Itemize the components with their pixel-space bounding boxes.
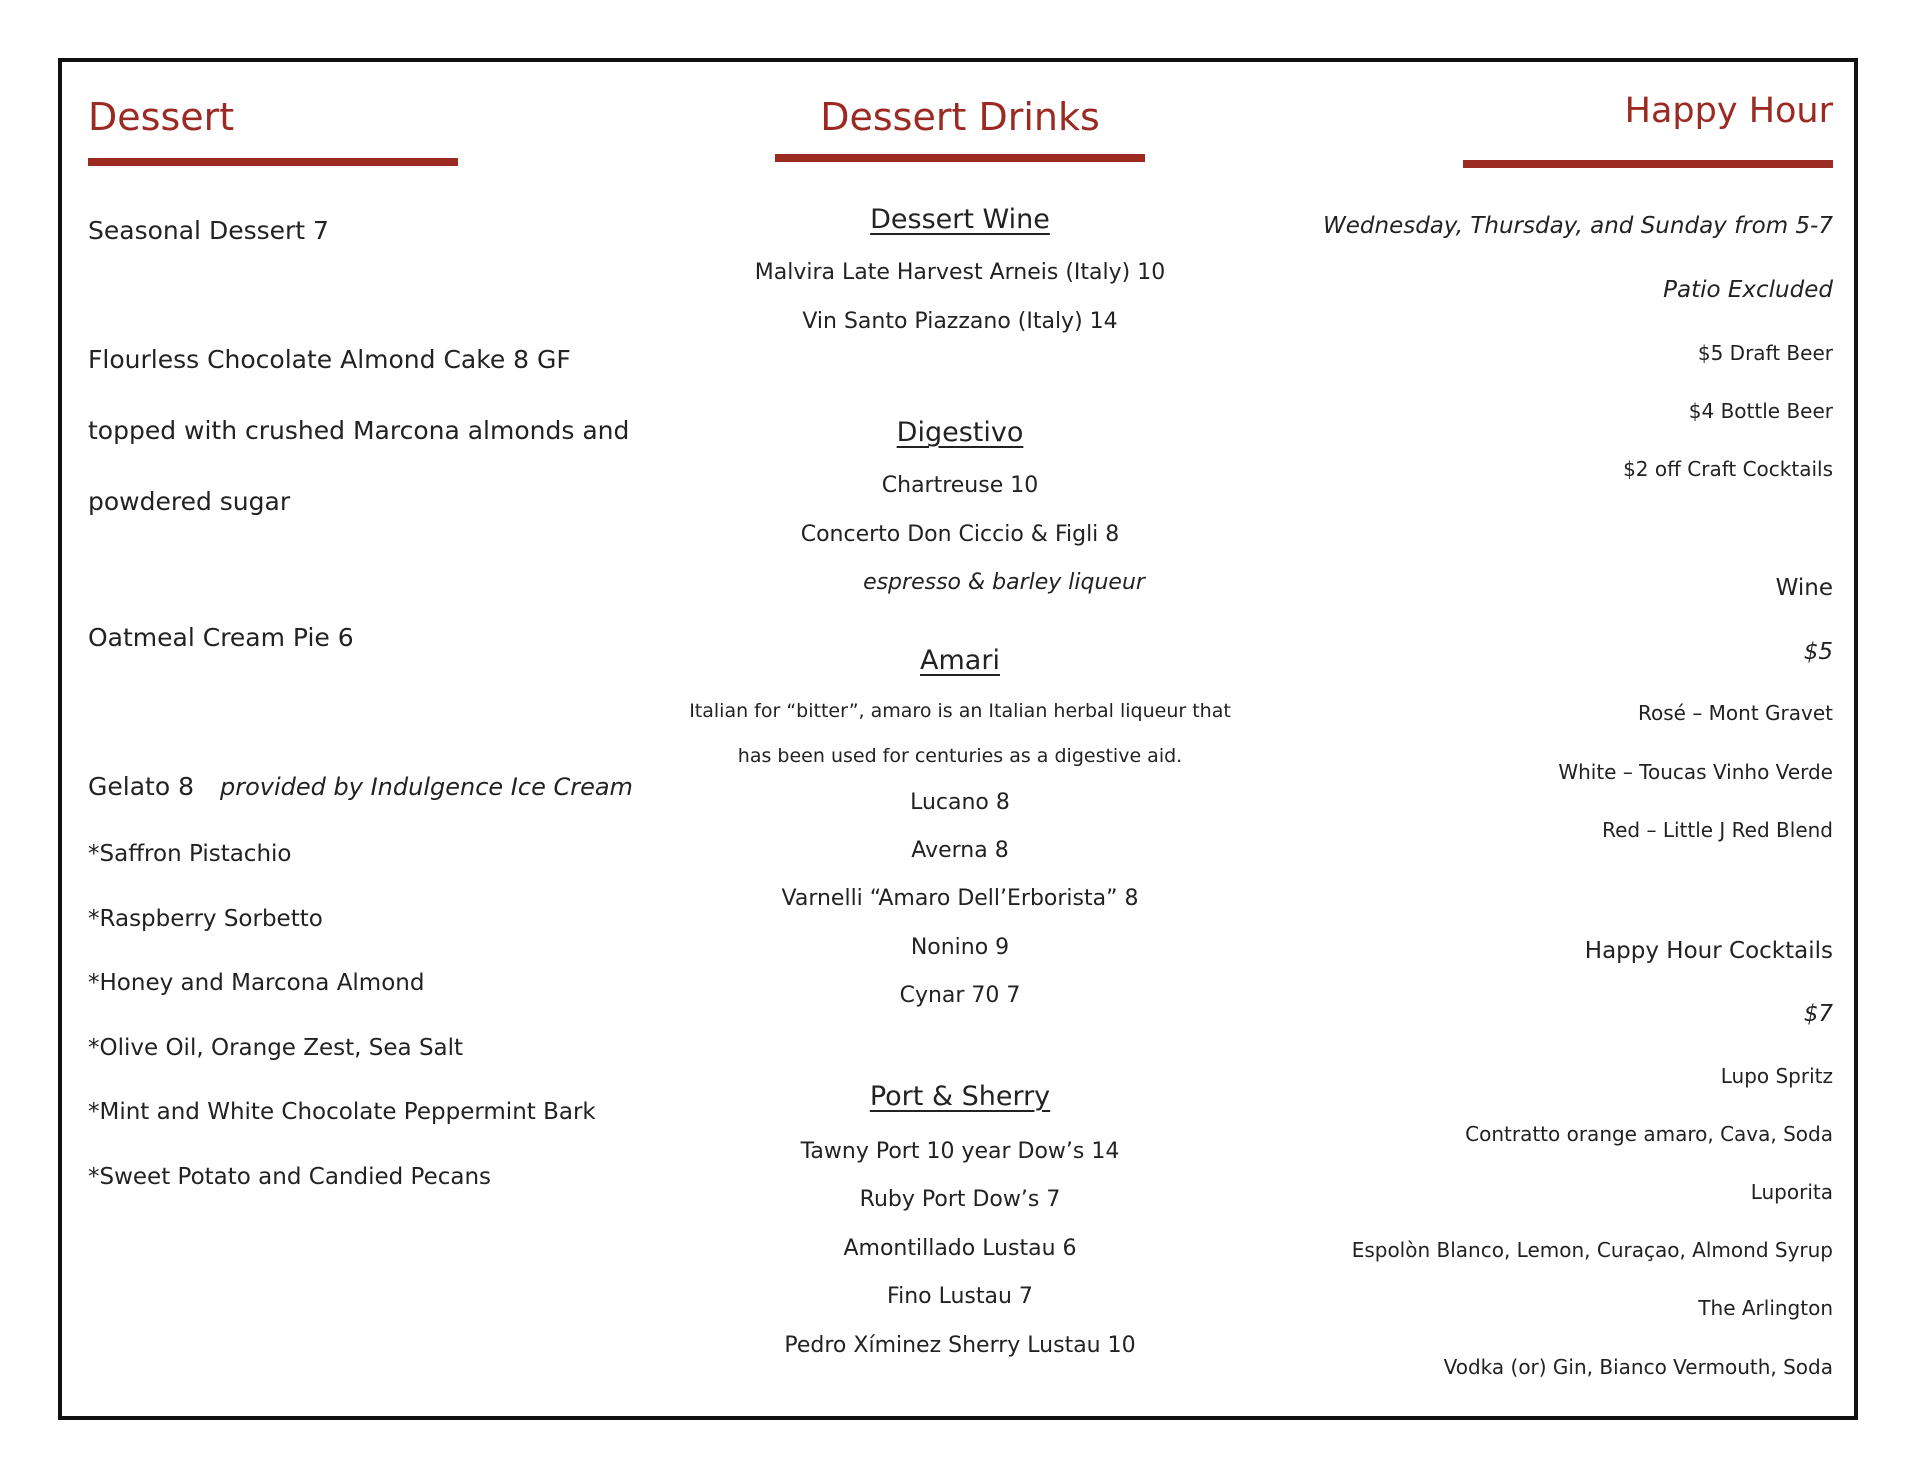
happy-hour-cocktail-desc: Espolòn Blanco, Lemon, Curaçao, Almond Syrup	[1351, 1238, 1833, 1262]
happy-hour-cocktail-name: Luporita	[1750, 1180, 1833, 1204]
happy-hour-bottle-beer: $4 Bottle Beer	[1688, 399, 1833, 423]
happy-hour-heading-rule	[1463, 160, 1833, 168]
dessert-wine-title: Dessert Wine	[870, 204, 1050, 235]
digestivo-title: Digestivo	[896, 417, 1024, 448]
port-sherry-item: Fino Lustau 7	[887, 1284, 1033, 1309]
dessert-heading: Dessert	[88, 95, 235, 139]
happy-hour-column	[1283, 0, 1833, 1484]
flourless-cake-desc-1: topped with crushed Marcona almonds and	[88, 416, 630, 445]
happy-hour-wine-item: Red – Little J Red Blend	[1602, 818, 1833, 842]
amari-description: has been used for centuries as a digestive aid.	[737, 745, 1183, 767]
flourless-cake: Flourless Chocolate Almond Cake 8 GF	[88, 345, 571, 374]
oatmeal-cream-pie: Oatmeal Cream Pie 6	[88, 623, 354, 652]
happy-hour-cocktail-desc: Vodka (or) Gin, Bianco Vermouth, Soda	[1443, 1355, 1833, 1379]
gelato-flavor: *Raspberry Sorbetto	[88, 906, 323, 932]
happy-hour-days: Wednesday, Thursday, and Sunday from 5-7	[1323, 213, 1833, 239]
gelato-flavor: *Olive Oil, Orange Zest, Sea Salt	[88, 1035, 464, 1061]
gelato-flavor: *Sweet Potato and Candied Pecans	[88, 1164, 492, 1190]
seasonal-dessert: Seasonal Dessert 7	[88, 216, 329, 245]
dessert-heading-rule	[88, 158, 458, 166]
happy-hour-wine-price: $5	[1803, 639, 1833, 665]
happy-hour-cocktail-desc: Contratto orange amaro, Cava, Soda	[1465, 1122, 1833, 1146]
gelato-note: provided by Indulgence Ice Cream	[220, 773, 633, 801]
flourless-cake-desc-2: powdered sugar	[88, 487, 291, 516]
happy-hour-wine-item: White – Toucas Vinho Verde	[1558, 760, 1833, 784]
gelato: Gelato 8	[88, 772, 194, 801]
happy-hour-wine-title: Wine	[1775, 575, 1833, 601]
port-sherry-item: Ruby Port Dow’s 7	[859, 1187, 1061, 1212]
gelato-flavor: *Mint and White Chocolate Peppermint Bark	[88, 1099, 596, 1125]
gelato-flavor: *Honey and Marcona Almond	[88, 970, 425, 996]
port-sherry-item: Pedro Xíminez Sherry Lustau 10	[784, 1333, 1136, 1358]
happy-hour-patio: Patio Excluded	[1663, 277, 1833, 303]
happy-hour-heading: Happy Hour	[1624, 91, 1833, 131]
dessert-wine-item: Malvira Late Harvest Arneis (Italy) 10	[754, 260, 1166, 285]
amari-item: Varnelli “Amaro Dell’Erborista” 8	[781, 886, 1139, 911]
dessert-wine-item: Vin Santo Piazzano (Italy) 14	[802, 309, 1118, 334]
port-sherry-item: Tawny Port 10 year Dow’s 14	[800, 1139, 1120, 1164]
dessert-drinks-heading-rule	[775, 154, 1145, 162]
dessert-drinks-column	[660, 0, 1260, 1484]
amari-item: Averna 8	[911, 838, 1009, 863]
happy-hour-wine-item: Rosé – Mont Gravet	[1638, 701, 1833, 725]
dessert-drinks-heading: Dessert Drinks	[820, 95, 1100, 139]
digestivo-item: Chartreuse 10	[881, 473, 1039, 498]
happy-hour-cocktail-name: The Arlington	[1698, 1296, 1833, 1320]
happy-hour-cocktails-title: Happy Hour Cocktails	[1584, 938, 1833, 964]
amari-item: Cynar 70 7	[899, 983, 1021, 1008]
happy-hour-cocktail-name: Lupo Spritz	[1720, 1064, 1833, 1088]
amari-description: Italian for “bitter”, amaro is an Italian herbal liqueur that	[689, 700, 1231, 722]
amari-item: Lucano 8	[910, 790, 1010, 815]
gelato-flavor: *Saffron Pistachio	[88, 841, 292, 867]
happy-hour-craft-cocktails: $2 off Craft Cocktails	[1623, 457, 1833, 481]
dessert-column	[88, 0, 648, 1484]
port-sherry-item: Amontillado Lustau 6	[843, 1236, 1077, 1261]
port-sherry-title: Port & Sherry	[869, 1081, 1051, 1112]
digestivo-item-note: espresso & barley liqueur	[863, 570, 1145, 595]
digestivo-item: Concerto Don Ciccio & Figli 8	[800, 522, 1120, 547]
amari-title: Amari	[920, 645, 1000, 676]
amari-item: Nonino 9	[910, 935, 1010, 960]
happy-hour-cocktails-price: $7	[1803, 1001, 1833, 1027]
happy-hour-draft-beer: $5 Draft Beer	[1697, 341, 1833, 365]
